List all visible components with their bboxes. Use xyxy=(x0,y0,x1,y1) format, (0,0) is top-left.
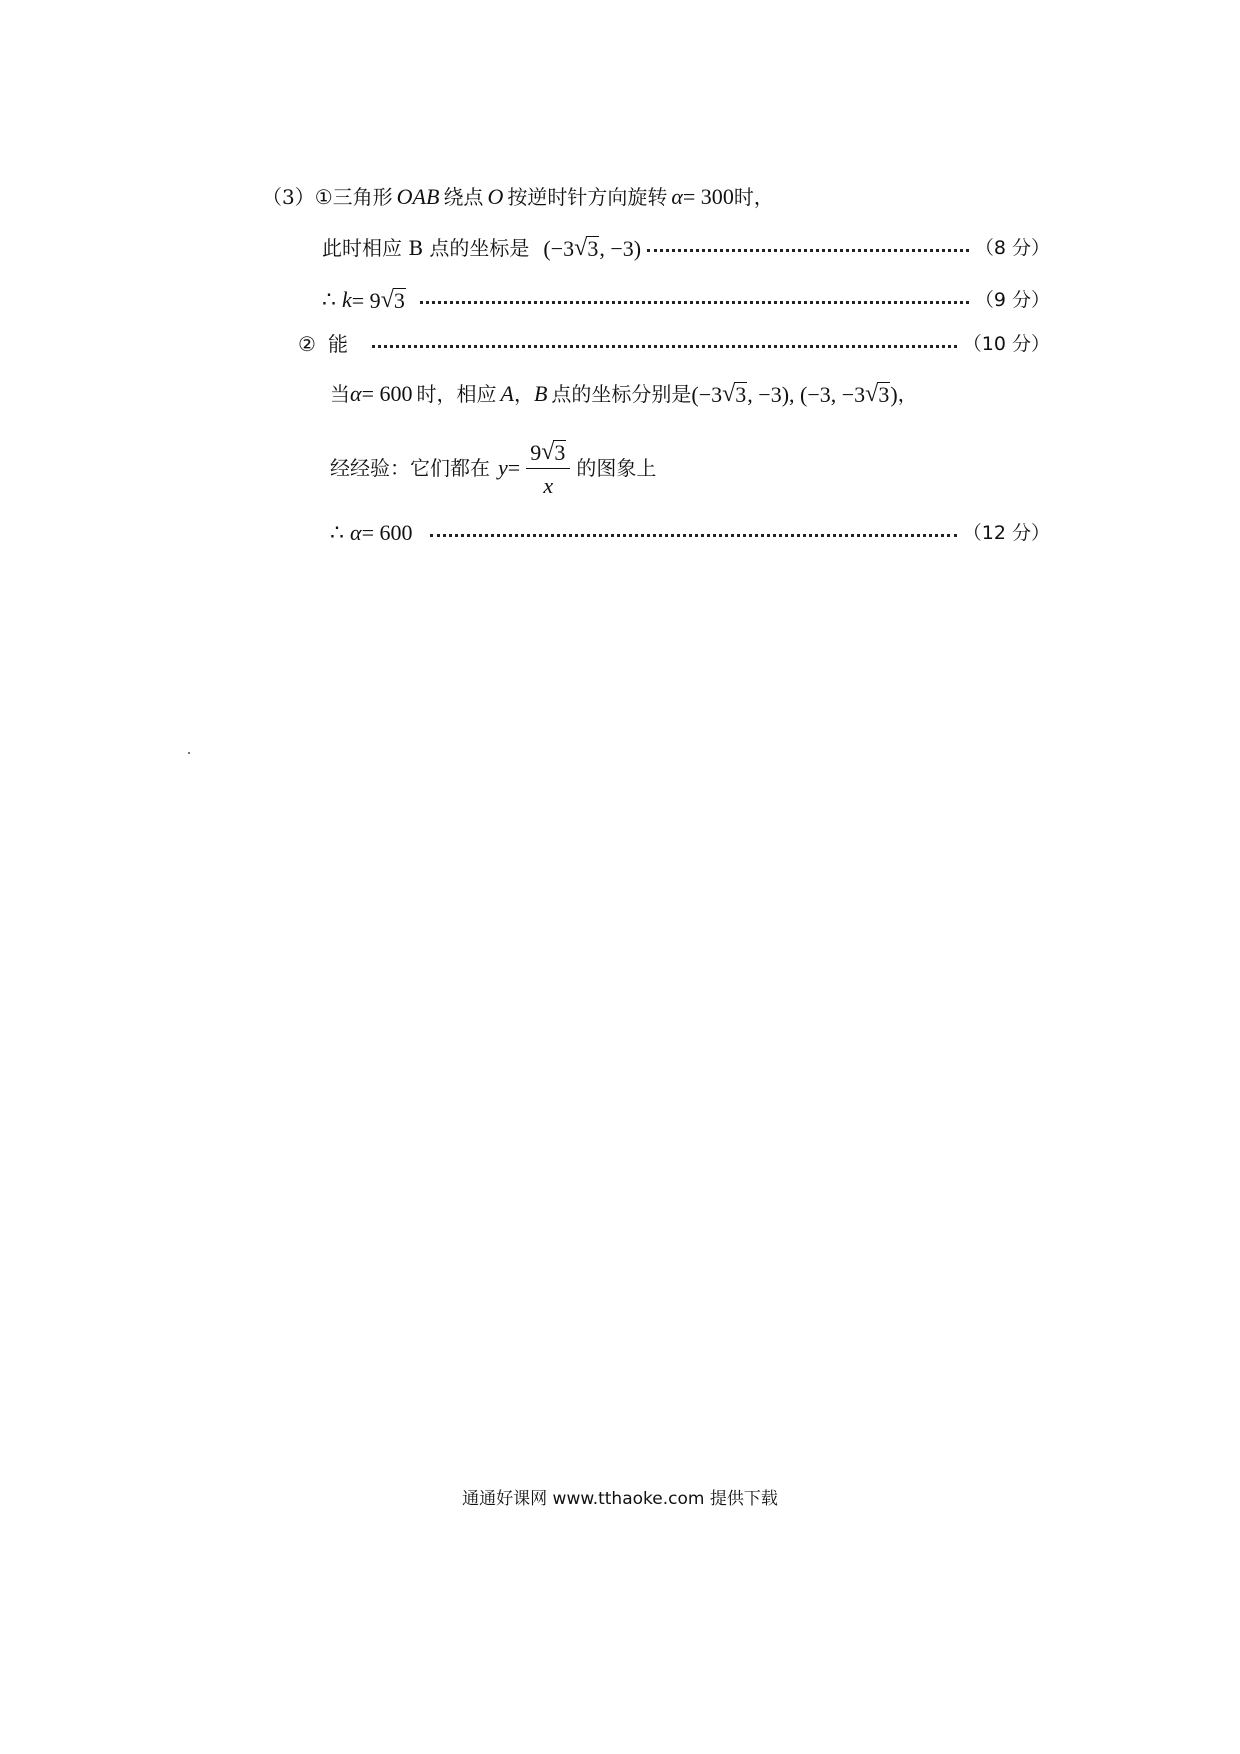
fraction-denominator: x xyxy=(543,472,554,498)
sqrt-symbol xyxy=(865,382,890,406)
k-variable: k xyxy=(342,287,352,312)
fraction-numerator xyxy=(526,440,570,469)
radicand: 3 xyxy=(587,236,599,261)
score-12: （12 分） xyxy=(962,521,1050,544)
step1-equation: = 30 xyxy=(682,184,723,209)
line5-equation: = 60 xyxy=(361,381,402,406)
dot-leader xyxy=(420,301,969,304)
alpha-symbol: α xyxy=(350,520,362,545)
line5-text-a: 当 xyxy=(330,382,350,406)
solution-line-1: （3） ① 三角形 OAB 绕点 O 按逆时针方向旋转 α = 30 0 时， xyxy=(262,184,774,209)
solution-line-7: ∴ α = 60 0 （12 分） xyxy=(330,520,1050,545)
footer-credit: 通通好课网 www.tthaoke.com 提供下载 xyxy=(462,1489,778,1509)
sqrt-symbol xyxy=(541,440,566,464)
alpha-symbol: α xyxy=(671,184,683,209)
line5-text-c: 点的坐标分别是 xyxy=(551,382,692,406)
radicand: 3 xyxy=(393,288,405,313)
numerator-coefficient: 9 xyxy=(530,439,542,465)
line2-coordinate xyxy=(543,236,641,260)
line5-comma: ， xyxy=(513,382,534,406)
point-a-variable: A xyxy=(500,381,514,406)
radicand: 3 xyxy=(735,382,747,407)
radical-sign: √ xyxy=(380,287,394,313)
sqrt-symbol xyxy=(574,236,599,260)
solution-line-3 xyxy=(322,288,1050,312)
step1-text-a: 三角形 xyxy=(332,185,393,209)
solution-line-6 xyxy=(330,432,656,504)
line5-text-b: 时，相应 xyxy=(416,382,497,406)
alpha-symbol: α xyxy=(350,381,362,406)
radical-sign: √ xyxy=(541,438,555,465)
dot-leader xyxy=(430,534,956,537)
step2-text: 能 xyxy=(327,332,348,356)
solution-line-4 xyxy=(298,334,1050,354)
line2-text: 此时相应 B 点的坐标是 xyxy=(322,236,530,260)
coord2-part-b: ) xyxy=(890,382,898,407)
coord-part-b: , −3) xyxy=(599,236,642,261)
radical-sign: √ xyxy=(865,381,879,407)
coord1-part-a: (−3 xyxy=(691,382,723,407)
radicand: 3 xyxy=(878,382,890,407)
radical-sign: √ xyxy=(574,235,588,261)
line6-equation: = xyxy=(507,455,521,480)
step1-text-b: 绕点 xyxy=(443,185,484,209)
therefore-symbol: ∴ xyxy=(330,520,344,545)
radical-sign: √ xyxy=(722,381,736,407)
point-variable: O xyxy=(487,184,504,209)
point-b-variable: B xyxy=(533,381,548,406)
sqrt-symbol xyxy=(722,382,747,406)
line7-equation: = 60 xyxy=(361,520,402,545)
dot-leader xyxy=(647,249,969,252)
triangle-variable: OAB xyxy=(396,184,440,209)
radicand: 3 xyxy=(554,439,566,465)
step1-text-d: 时， xyxy=(733,185,774,209)
k-value xyxy=(352,288,406,312)
part-label: （3） xyxy=(262,185,315,209)
line6-text-a: 经经验：它们都在 xyxy=(330,456,490,480)
step1-text-c: 按逆时针方向旋转 xyxy=(507,185,668,209)
fraction xyxy=(526,440,570,497)
solution-line-5: 当 α = 60 0 时，相应 A ， B 点的坐标分别是 (−3 √ 3 , −3), (−3, −3 √ 3 ) ， xyxy=(330,381,918,407)
line5-tail: ， xyxy=(897,382,918,406)
score-9: （9 分） xyxy=(974,288,1050,311)
step2-marker: ② xyxy=(298,332,316,356)
y-variable: y xyxy=(498,455,508,480)
solution-line-2 xyxy=(322,236,1050,260)
score-8: （8 分） xyxy=(974,236,1050,259)
coord-part-a: (−3 xyxy=(543,236,575,261)
line6-text-b: 的图象上 xyxy=(576,456,657,480)
score-10: （10 分） xyxy=(962,332,1050,355)
k-equation: = 9 xyxy=(351,288,381,313)
therefore-symbol: ∴ xyxy=(322,287,336,312)
stray-scan-dot xyxy=(188,752,190,754)
dot-leader xyxy=(372,345,957,348)
step1-marker: ① xyxy=(314,185,333,209)
sqrt-symbol xyxy=(381,288,406,312)
coord1-part-b: , −3), (−3, −3 xyxy=(747,382,866,407)
line5-coordinates xyxy=(691,382,897,406)
